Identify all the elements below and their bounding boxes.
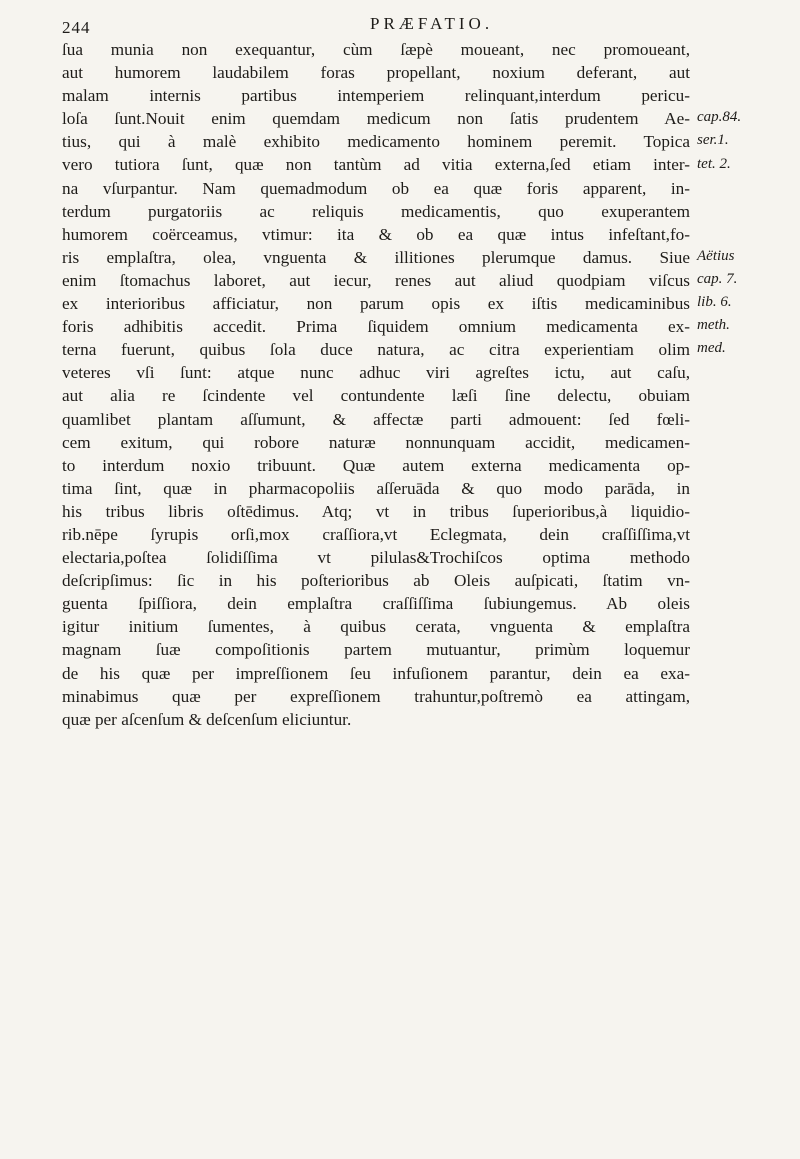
text-line: aut humorem laudabilem foras propellant, noxium deferant, aut bbox=[62, 63, 690, 83]
text-line: rib.nēpe ſyrupis orſi,mox craſſiora,vt Eclegmata, dein craſſiſſima,vt bbox=[62, 524, 690, 544]
text-line: ris emplaſtra, olea, vnguenta & illitiones plerumque damus. Siue bbox=[62, 247, 690, 267]
text-line: his tribus libris oſtēdimus. Atq; vt in tribus ſuperioribus,à liquidio- bbox=[62, 501, 690, 521]
text-line: magnam ſuæ compoſitionis partem mutuantur, primùm loquemur bbox=[62, 640, 690, 660]
body-text bbox=[62, 38, 690, 731]
text-line: humorem coërceamus, vtimur: ita & ob ea quæ intus infeſtant,fo- bbox=[62, 224, 690, 244]
page-number: 244 bbox=[62, 18, 91, 37]
margin-note: ser.1. bbox=[697, 132, 729, 149]
text-line: enim ſtomachus laboret, aut iecur, renes aut aliud quodpiam viſcus bbox=[62, 270, 690, 290]
margin-note: tet. 2. bbox=[697, 155, 731, 172]
text-line: tius, qui à malè exhibito medicamento hominem peremit. Topica bbox=[62, 132, 690, 152]
margin-note: meth. bbox=[697, 317, 730, 334]
text-line: veteres vſi ſunt: atque nunc adhuc viri agreſtes ictu, aut caſu, bbox=[62, 363, 690, 383]
text-line: malam internis partibus intemperiem relinquant,interdum pericu- bbox=[62, 86, 690, 106]
text-line: na vſurpantur. Nam quemadmodum ob ea quæ foris apparent, in- bbox=[62, 178, 690, 198]
text-line: electaria,poſtea ſolidiſſima vt pilulas&Trochiſcos optima methodo bbox=[62, 548, 690, 568]
text-line: quæ per aſcenſum & deſcenſum eliciuntur. bbox=[62, 709, 352, 729]
margin-note: Aëtius bbox=[697, 247, 735, 264]
text-line: de his quæ per impreſſionem ſeu infuſionem parantur, dein ea exa- bbox=[62, 663, 690, 683]
margin-note: med. bbox=[697, 340, 726, 357]
text-line: ſua munia non exequantur, cùm ſæpè moueant, nec promoueant, bbox=[62, 40, 690, 59]
text-line: aut alia re ſcindente vel contundente læſi ſine delectu, obuiam bbox=[62, 386, 690, 406]
text-line: minabimus quæ per expreſſionem trahuntur,poſtremò ea attingam, bbox=[62, 686, 690, 706]
text-line: deſcripſimus: ſic in his poſterioribus ab Oleis auſpicati, ſtatim vn- bbox=[62, 571, 690, 591]
text-line: loſa ſunt.Nouit enim quemdam medicum non ſatis prudentem Ae- bbox=[62, 109, 690, 129]
text-line: vero tutiora ſunt, quæ non tantùm ad vitia externa,ſed etiam inter- bbox=[62, 155, 690, 175]
margin-note: lib. 6. bbox=[697, 294, 732, 311]
text-line: igitur initium ſumentes, à quibus cerata, vnguenta & emplaſtra bbox=[62, 617, 690, 637]
text-line: foris adhibitis accedit. Prima ſiquidem omnium medicamenta ex- bbox=[62, 317, 690, 337]
text-line: cem exitum, qui robore naturæ nonnunquam accidit, medicamen- bbox=[62, 432, 690, 452]
running-head: PRÆFATIO. bbox=[370, 14, 494, 33]
page-header bbox=[62, 12, 742, 38]
text-line: terdum purgatoriis ac reliquis medicamentis, quo exuperantem bbox=[62, 201, 690, 221]
text-line: guenta ſpiſſiora, dein emplaſtra craſſiſſima ſubiungemus. Ab oleis bbox=[62, 594, 690, 614]
margin-note: cap.84. bbox=[697, 109, 742, 126]
text-line: quamlibet plantam aſſumunt, & affectæ parti admouent: ſed fœli- bbox=[62, 409, 690, 429]
text-line: tima ſint, quæ in pharmacopoliis aſſeruāda & quo modo parāda, in bbox=[62, 478, 690, 498]
text-line: terna fuerunt, quibus ſola duce natura, ac citra experientiam olim bbox=[62, 340, 690, 360]
text-line: to interdum noxio tribuunt. Quæ autem externa medicamenta op- bbox=[62, 455, 690, 475]
text-line: ex interioribus afficiatur, non parum opis ex iſtis medicaminibus bbox=[62, 294, 690, 314]
margin-note: cap. 7. bbox=[697, 271, 738, 287]
